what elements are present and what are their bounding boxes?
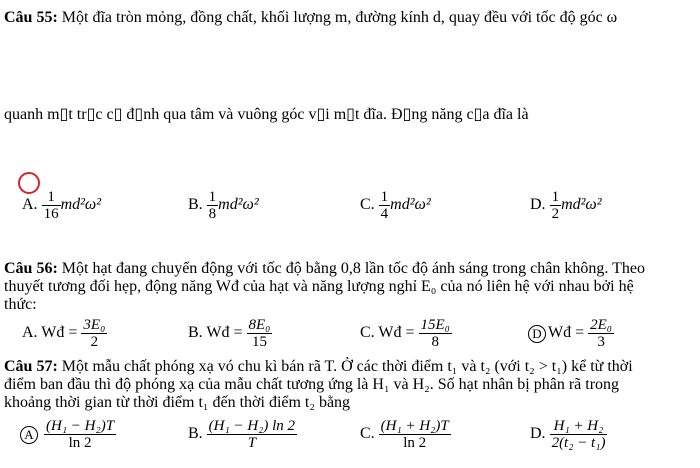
q56-option-b[interactable]: B. Wđ = $\frac{\text{8E₀}}{15}$	[188, 317, 271, 350]
q56-option-c[interactable]: C. Wđ = $\frac{\text{15E₀}}{8}$	[360, 317, 450, 350]
q56-option-d[interactable]: D Wđ = $\frac{\text{2E₀}}{3}$	[528, 317, 614, 350]
q57-option-c[interactable]: C. $\frac{\text{(H₁ + H₂)T}}{\ln 2}$	[360, 418, 449, 451]
q55-text1: Một đĩa tròn mỏng, đồng chất, khối lượng m, đường kính d, quay đều với tốc độ góc ω	[57, 9, 618, 26]
q55-number: Câu 55:	[4, 9, 58, 26]
q57-option-b[interactable]: B. $\frac{\text{(H₁ − H₂) ln 2}}{T}$	[188, 418, 296, 451]
q55-option-c[interactable]: C. $\frac{1}{4}$ md²ω²	[360, 189, 431, 222]
q56-number: Câu 56:	[4, 260, 58, 277]
q57-option-d[interactable]: D. $\frac{\text{H₁ + H₂}}{\text{2(t₂ − t₁)}}$	[530, 418, 606, 451]
q56-line2: thuyết tương đối hẹp, động năng Wđ của hạt và năng lượng nghỉ E₀ của nó liên hệ với nhau bởi hệ	[4, 278, 634, 295]
q56-line3: thức:	[4, 296, 37, 313]
answer-circle-d: D	[528, 325, 546, 343]
answer-circle-a: A	[20, 426, 38, 444]
q55-line1	[4, 8, 617, 27]
q57-line2: điểm ban đầu thì độ phóng xạ của mẫu chất tương ứng là H₁ và H₂. Số hạt nhân bị phân rã trong	[4, 376, 620, 393]
q56-option-a[interactable]: A. Wđ = $\frac{\text{3E₀}}{2}$	[22, 317, 106, 350]
q55-option-b[interactable]: B. $\frac{1}{8}$ md²ω²	[188, 189, 259, 222]
q55-line2: quanh m▯t tr▯c c▯ đ▯nh qua tâm và vuông góc v▯i m▯t đĩa. Đ▯ng năng c▯a đĩa là	[4, 106, 529, 123]
q56-line1: Câu 56: Một hạt đang chuyển động với tốc độ bằng 0,8 lần tốc độ ánh sáng trong chân không. Theo	[4, 260, 645, 277]
q55-option-d[interactable]: D. $\frac{1}{2}$ md²ω²	[530, 189, 602, 222]
q57-line3: khoảng thời gian từ thời điểm t₁ đến thời điểm t₂ bằng	[4, 394, 351, 411]
q57-option-a[interactable]: A $\frac{\text{(H₁ − H₂)T}}{\ln 2}$	[20, 418, 116, 451]
q57-number: Câu 57:	[4, 358, 58, 375]
q57-line1: Câu 57: Một mẫu chất phóng xạ vó chu kì bán rã T. Ở các thời điểm t₁ và t₂ (với t₂ > t₁) kể từ thời	[4, 358, 633, 375]
q55-option-a[interactable]: A. $\frac{1}{16}$ md²ω²	[22, 189, 102, 222]
